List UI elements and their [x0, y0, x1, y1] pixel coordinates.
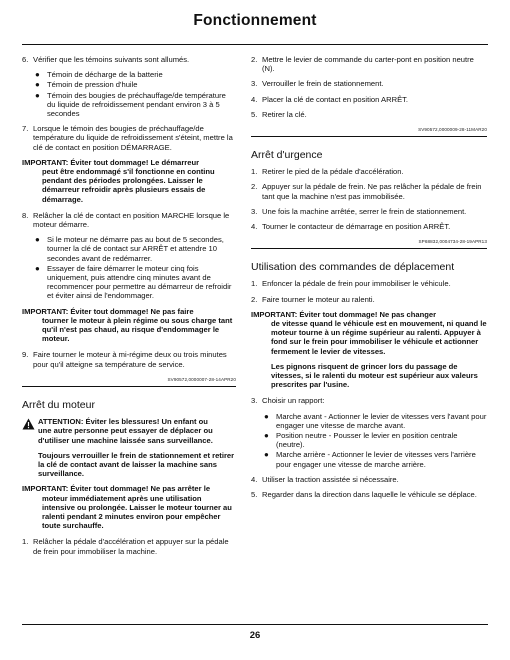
reference-code: SV90572,0000007-28-14APR20 — [167, 376, 236, 382]
warning-text: une autre personne peut essayer de déplacer ou d'utiliser une machine laissée sans surveillance. — [38, 426, 213, 445]
step-text: Tourner le contacteur de démarrage en position ARRÊT. — [262, 222, 451, 232]
step-text: Regarder dans la direction dans laquelle le véhicule se déplace. — [262, 490, 477, 500]
step-number: 5. — [251, 490, 258, 500]
important-body: tourner le moteur à plein régime ou sous charge tant qu'il n'est pas chaud, au risque d'endommager le moteur. — [42, 315, 233, 344]
stop-step-2 — [251, 55, 487, 73]
bullet-icon: ● — [35, 263, 40, 273]
list-item — [33, 91, 236, 119]
list-item — [262, 431, 487, 449]
page-number: 26 — [249, 630, 261, 641]
section-divider — [22, 386, 236, 387]
list-item — [33, 264, 236, 301]
list-item-text: Marche arrière - Actionner le levier de vitesses vers l'arrière pour engager une vitesse de marche arrière. — [276, 450, 476, 469]
reference-code: SV90572,0000009-28-11MAR20 — [418, 127, 487, 133]
emergency-step-2 — [251, 182, 487, 200]
step-number: 1. — [251, 279, 258, 289]
list-item — [33, 235, 236, 263]
step-number: 9. — [22, 350, 29, 360]
list-item-text: Si le moteur ne démarre pas au bout de 5 secondes, tourner la clé de contact sur ARRÊT et attendre 10 secondes avant de redémarrer. — [47, 235, 224, 263]
drive-step-3 — [251, 396, 487, 405]
drive-step-4 — [251, 475, 487, 484]
step-text: Utiliser la traction assistée si nécessaire. — [262, 474, 399, 484]
step-text: Vérifier que les témoins suivants sont allumés. — [33, 55, 190, 64]
footer-rule — [22, 624, 488, 625]
step-text: Choisir un rapport: — [262, 396, 325, 406]
reference-code: SP68832,0004734-28-19APR13 — [418, 239, 487, 245]
list-item-text: Témoin de pression d'huile — [47, 80, 138, 90]
bullet-icon: ● — [264, 431, 269, 441]
left-column — [22, 55, 236, 562]
indicator-list — [22, 70, 236, 118]
step-number: 4. — [251, 94, 258, 104]
step-8 — [22, 211, 236, 229]
step-number: 2. — [251, 55, 258, 64]
warning-lead: ATTENTION: Éviter les blessures! Un enfant ou — [38, 417, 208, 427]
important-lead: IMPORTANT: Éviter tout dommage! Ne pas arrêter le — [22, 484, 211, 494]
step-text: Retirer la clé. — [262, 109, 307, 119]
page-title: Fonctionnement — [193, 12, 317, 29]
list-item — [262, 412, 487, 430]
step-number: 2. — [251, 294, 258, 304]
section-divider — [251, 248, 487, 249]
emergency-step-4 — [251, 222, 487, 231]
list-item-text: Essayer de faire démarrer le moteur cinq fois uniquement, puis attendre cinq minutes avant de recommencer pour permettre au démarreur de refroidir et éviter ainsi de l'endommager. — [47, 263, 232, 301]
bullet-icon: ● — [35, 90, 40, 100]
list-item — [33, 80, 236, 89]
step-text: Une fois la machine arrêtée, serrer le frein de stationnement. — [262, 206, 467, 216]
gear-options-list — [251, 412, 487, 469]
step-9 — [22, 350, 236, 368]
list-item — [33, 70, 236, 79]
step-text: Appuyer sur la pédale de frein. Ne pas relâcher la pédale de frein tant que la machine n'est pas immobilisée. — [262, 182, 482, 201]
warning-text-2: Toujours verrouiller le frein de stationnement et retirer la clé de contact avant de laisser la machine sans surveillance. — [38, 450, 235, 479]
step-number: 7. — [22, 124, 29, 134]
warning-body — [38, 417, 236, 478]
important-notice — [22, 484, 236, 530]
section-heading-emergency-stop: Arrêt d'urgence — [251, 149, 323, 162]
step-number: 5. — [251, 109, 258, 119]
step-number: 4. — [251, 222, 258, 232]
step-text: Relâcher la pédale d'accélération et appuyer sur la pédale de frein pour immobiliser la machine. — [33, 537, 229, 556]
step-6 — [22, 55, 236, 64]
important-body-2: Les pignons risquent de grincer lors du passage de vitesses, si le ralenti du moteur est supérieur aux valeurs prescrites par l'usine. — [271, 361, 478, 390]
step-text: Lorsque le témoin des bougies de préchauffage/de température du liquide de refroidissement s'éteint, mettre la clé de contact en position DÉMARRAGE. — [33, 124, 233, 152]
warning-triangle-icon — [22, 417, 38, 478]
bullet-icon: ● — [35, 80, 40, 90]
bullet-icon: ● — [264, 411, 269, 421]
section-heading-engine-stop: Arrêt du moteur — [22, 399, 95, 412]
important-lead: IMPORTANT: Éviter tout dommage! Ne pas changer — [251, 309, 437, 319]
step-text: Retirer le pied de la pédale d'accélération. — [262, 167, 404, 177]
drive-step-2 — [251, 295, 487, 304]
emergency-step-1 — [251, 167, 487, 176]
list-item — [262, 450, 487, 468]
step-number: 1. — [251, 167, 258, 177]
important-lead: IMPORTANT: Éviter tout dommage! Le démarreur — [22, 157, 200, 167]
emergency-step-3 — [251, 207, 487, 216]
step-text: Placer la clé de contact en position ARRÊT. — [262, 94, 409, 104]
important-body: de vitesse quand le véhicule est en mouvement, ni quand le moteur tourne à un régime supérieur au ralenti. Appuyer à fond sur le frein pour immobiliser le véhicule et actionner fermement le levier de vitesses. — [271, 319, 487, 356]
stop-step-3 — [251, 79, 487, 88]
step-text: Mettre le levier de commande du carter-pont en position neutre (N). — [262, 55, 474, 74]
important-notice — [22, 307, 236, 344]
important-body: moteur immédiatement après une utilisation intensive ou prolongée. Laisser le moteur tourner au ralenti pendant 2 minutes environ pour empêcher toute surchauffe. — [42, 493, 232, 531]
step-text: Enfoncer la pédale de frein pour immobiliser le véhicule. — [262, 279, 451, 289]
step-number: 8. — [22, 210, 29, 220]
list-item-text: Témoin des bougies de préchauffage/de température du liquide de refroidissement pendant environ 3 à 5 secondes — [47, 90, 226, 119]
step-number: 6. — [22, 55, 29, 64]
drive-step-1 — [251, 279, 487, 288]
step-number: 3. — [251, 396, 258, 406]
important-body: peut être endommagé s'il fonctionne en continu pendant des périodes prolongées. Laisser le démarreur refroidir après plusieurs essais de démarrage. — [42, 167, 215, 204]
stop-step-5 — [251, 110, 487, 119]
section-heading-drive-controls: Utilisation des commandes de déplacement — [251, 261, 455, 274]
step-text: Relâcher la clé de contact en position MARCHE lorsque le moteur démarre. — [33, 210, 230, 230]
list-item-text: Marche avant - Actionner le levier de vitesses vers l'avant pour engager une vitesse de marche avant. — [276, 411, 487, 430]
step-text: Faire tourner le moteur à mi-régime deux ou trois minutes pour qu'il atteigne sa température de service. — [33, 350, 227, 369]
stop-step-1 — [22, 537, 236, 555]
start-tips-list — [22, 235, 236, 300]
important-lead: IMPORTANT: Éviter tout dommage! Ne pas faire — [22, 306, 194, 316]
stop-step-4 — [251, 95, 487, 104]
title-rule — [22, 44, 488, 45]
list-item-text: Position neutre - Pousser le levier en position centrale (neutre). — [276, 431, 458, 450]
warning-notice — [22, 417, 236, 478]
important-notice — [22, 158, 236, 204]
important-notice — [251, 310, 487, 390]
section-divider — [251, 136, 487, 137]
bullet-icon: ● — [35, 70, 40, 80]
step-text: Verrouiller le frein de stationnement. — [262, 79, 384, 89]
step-text: Faire tourner le moteur au ralenti. — [262, 294, 375, 304]
step-7 — [22, 124, 236, 152]
step-number: 2. — [251, 182, 258, 192]
step-number: 3. — [251, 79, 258, 89]
drive-step-5 — [251, 490, 487, 499]
list-item-text: Témoin de décharge de la batterie — [47, 70, 163, 80]
bullet-icon: ● — [264, 450, 269, 460]
step-number: 3. — [251, 206, 258, 216]
step-number: 4. — [251, 474, 258, 484]
right-column — [251, 55, 487, 505]
bullet-icon: ● — [35, 235, 40, 245]
step-number: 1. — [22, 537, 29, 547]
